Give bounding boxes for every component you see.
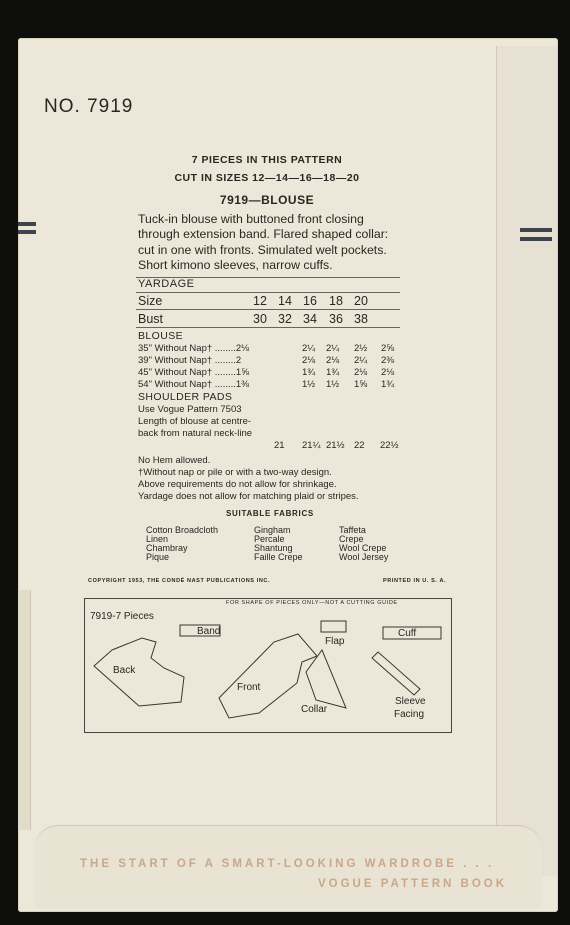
copyright-line: COPYRIGHT 1953, THE CONDÉ NAST PUBLICATIONS INC. — [88, 578, 271, 584]
bust-value: 34 — [303, 312, 317, 326]
footer-brand: VOGUE PATTERN BOOK — [318, 878, 508, 890]
yardage-value: 2¼ — [354, 355, 368, 366]
size-value: 14 — [278, 294, 292, 308]
length-value: 21½ — [326, 440, 345, 451]
back-label: Back — [113, 665, 136, 676]
size-value: 18 — [329, 294, 343, 308]
registration-mark — [520, 237, 552, 241]
yardage-value: 2⅛ — [354, 367, 368, 378]
divider — [136, 327, 400, 328]
registration-mark — [18, 222, 36, 226]
garment-description: Tuck-in blouse with buttoned front closing through extension band. Flared shaped collar: cut in one with fronts. Simulated welt pockets. Short kimono sleeves, narrow cuffs. — [138, 212, 389, 272]
length-value: 22 — [354, 440, 365, 451]
envelope-left-seam — [18, 590, 31, 830]
yardage-value: 1¾ — [302, 367, 316, 378]
note-line: Above requirements do not allow for shrinkage. — [138, 479, 337, 490]
bust-value: 36 — [329, 312, 343, 326]
pieces-heading: 7 PIECES IN THIS PATTERN — [191, 154, 343, 166]
fabric-item: Shantung — [254, 543, 293, 553]
back-piece — [94, 638, 184, 706]
facing-label: Facing — [394, 709, 425, 720]
length-text: Length of blouse at centre- — [138, 416, 252, 427]
yardage-value: 1½ — [326, 379, 340, 390]
yardage-row-label: 54" Without Nap† ........1⅜ — [138, 379, 250, 390]
note-line: Yardage does not allow for matching plaid or stripes. — [138, 491, 359, 502]
fabric-item: Cotton Broadcloth — [146, 525, 219, 535]
yardage-row-label: 39" Without Nap† ........2 — [138, 355, 242, 366]
sleeve-label: Sleeve — [395, 696, 426, 707]
bust-value: 38 — [354, 312, 368, 326]
bust-label: Bust — [138, 312, 164, 326]
flap-piece — [321, 621, 346, 632]
fabric-item: Linen — [146, 534, 169, 544]
size-value: 12 — [253, 294, 267, 308]
garment-title: 7919—BLOUSE — [219, 193, 315, 207]
guide-note: FOR SHAPE OF PIECES ONLY—NOT A CUTTING GUIDE — [226, 600, 398, 606]
fabric-item: Crepe — [339, 534, 364, 544]
collar-piece — [306, 650, 346, 708]
front-label: Front — [237, 682, 261, 693]
divider — [136, 292, 400, 293]
shoulder-pads-title: SHOULDER PADS — [138, 391, 233, 403]
fabric-item: Percale — [254, 534, 285, 544]
yardage-value: 2⅛ — [326, 355, 340, 366]
length-value: 22½ — [380, 440, 399, 451]
yardage-value: 1¾ — [381, 379, 395, 390]
fabric-item: Faille Crepe — [254, 552, 303, 562]
note-line: No Hem allowed. — [138, 455, 211, 466]
registration-mark — [520, 228, 552, 232]
yardage-value: 1½ — [302, 379, 316, 390]
yardage-value: 2¼ — [326, 343, 340, 354]
fabric-item: Pique — [146, 552, 170, 562]
yardage-value: 2⅝ — [381, 343, 395, 354]
printed-line: PRINTED IN U. S. A. — [383, 578, 447, 584]
sizes-heading: CUT IN SIZES 12—14—16—18—20 — [174, 172, 360, 184]
yardage-row-label: 45" Without Nap† ........1⅝ — [138, 367, 250, 378]
shoulder-pads-text: Use Vogue Pattern 7503 — [138, 404, 242, 415]
yardage-value: 2⅛ — [381, 367, 395, 378]
length-text: back from natural neck-line — [138, 428, 253, 439]
fabric-item: Wool Jersey — [339, 552, 389, 562]
size-value: 16 — [303, 294, 317, 308]
yardage-row-label: 35" Without Nap† ........2⅛ — [138, 343, 250, 354]
yardage-value: 1¾ — [326, 367, 340, 378]
yardage-value: 2⅛ — [302, 355, 316, 366]
guide-title: 7919-7 Pieces — [90, 611, 154, 622]
yardage-value: 2½ — [354, 343, 368, 354]
length-value: 21¼ — [302, 440, 321, 451]
note-line: †Without nap or pile or with a two-way design. — [138, 467, 332, 478]
length-value: 21 — [274, 440, 285, 451]
flap-label: Flap — [325, 636, 345, 647]
yardage-value: 2¼ — [302, 343, 316, 354]
fabric-item: Wool Crepe — [339, 543, 387, 553]
divider — [136, 309, 400, 310]
bust-value: 32 — [278, 312, 292, 326]
size-label: Size — [138, 294, 163, 308]
blouse-title: BLOUSE — [138, 330, 183, 342]
bust-value: 30 — [253, 312, 267, 326]
footer-slogan: THE START OF A SMART-LOOKING WARDROBE . . . — [80, 858, 495, 870]
band-label: Band — [197, 626, 221, 637]
yardage-value: 2⅜ — [381, 355, 395, 366]
fabric-item: Gingham — [254, 525, 291, 535]
fabrics-title: SUITABLE FABRICS — [226, 509, 314, 518]
pattern-number: NO. 7919 — [44, 96, 134, 117]
size-value: 20 — [354, 294, 368, 308]
yardage-value: 1⅝ — [354, 379, 368, 390]
fabric-item: Chambray — [146, 543, 188, 553]
cuff-label: Cuff — [398, 628, 417, 639]
registration-mark — [18, 230, 36, 234]
collar-label: Collar — [301, 704, 328, 715]
envelope-side-flap — [496, 46, 557, 876]
sleeve-facing-piece — [372, 652, 420, 695]
fabric-item: Taffeta — [339, 525, 366, 535]
yardage-title: YARDAGE — [138, 278, 195, 290]
